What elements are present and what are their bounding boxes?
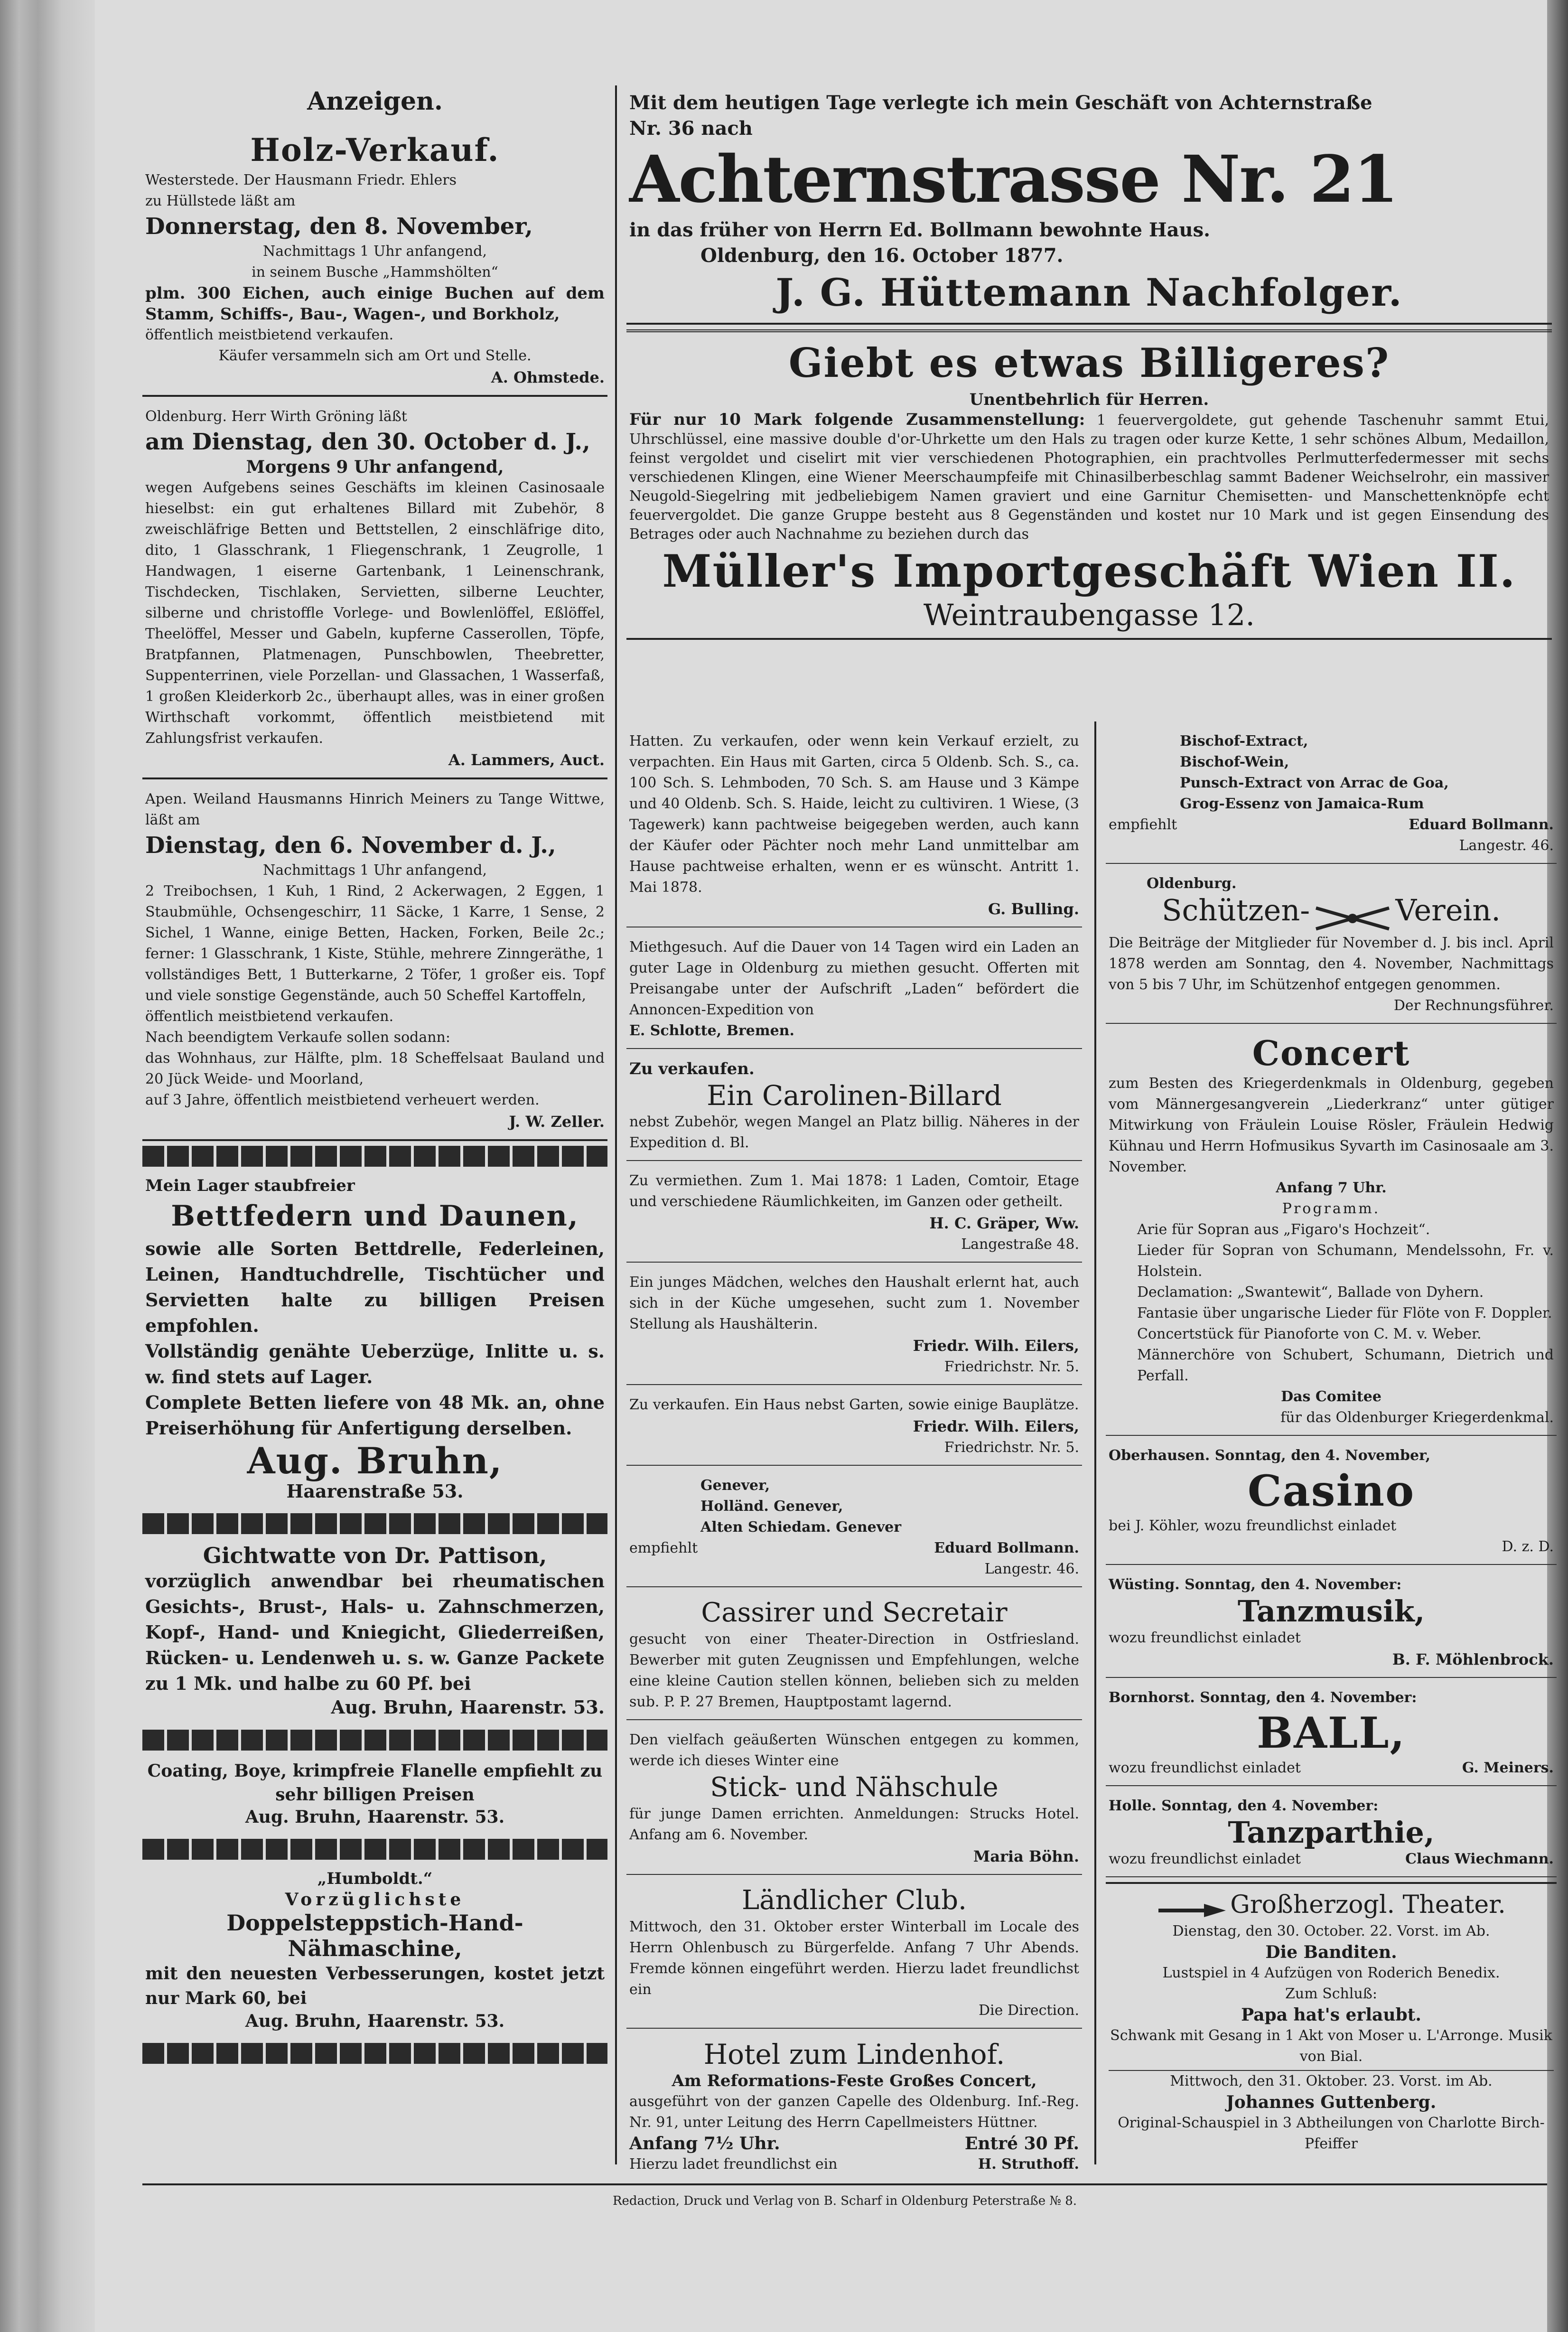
ad-signature: Eduard Bollmann. [934, 1540, 1079, 1556]
program-item: Männerchöre von Schubert, Schumann, Dietrich und Perfall. [1137, 1346, 1554, 1384]
play-title: Johannes Guttenberg. [1226, 2092, 1437, 2112]
ad-text: auf 3 Jahre, öffentlich meistbietend verheuert werden. [145, 1092, 540, 1108]
ad-signature: E. Schlotte, Bremen. [629, 1022, 794, 1039]
ad-nahschule [626, 1725, 1082, 1875]
ad-date: Donnerstag, den 8. November, [145, 213, 533, 240]
play-title: Die Banditen. [1265, 1942, 1397, 1962]
ad-cassirer [626, 1592, 1082, 1720]
ad-gichtwatte [142, 1538, 607, 1725]
ad-signature: G. Bulling. [988, 900, 1079, 918]
ad-coating [142, 1754, 607, 1834]
ad-text: wozu freundlichst einladet [1109, 1850, 1301, 1867]
ad-text: empfiehlt [629, 1540, 698, 1556]
ad-signature: Das Comitee [1281, 1388, 1381, 1405]
ad-title: Ein Carolinen-Billard [707, 1079, 1002, 1112]
ad-row [1109, 1758, 1554, 1779]
ad-theater [1106, 1882, 1557, 2162]
ad-body: Miethgesuch. Auf die Dauer von 14 Tagen wird ein Laden an guter Lage in Oldenburg zu miethen gesucht. Offerten mit Preisangabe unter der Aufschrift „Laden“ befördert die Annoncen-Expedition von [629, 939, 1079, 1018]
ad-body: wegen Aufgebens seines Geschäfts im kleinen Casinosaale hieselbst: ein gut erhaltenes Billard mit Zubehör, 8 zweischläfrige Betten und Bettstellen, 2 einschläfrige dito, dito, 1 Glasschrank, 1 Fliegenschrank, 1 Zeugrolle, 1 Handwagen, 1 eiserne Gartenbank, 1 Leinenschrank, Tischdecken, Tischlaken, Servietten, silberne Leuchter, silberne und christoffle Vorlege- und Bowlenlöffel, Eßlöffel, Theelöffel, Messer und Gabeln, kupferne Casserollen, Töpfe, Bratpfannen, Platmenagen, Punschbowlen, Theebretter, Suppenterrinen, viele Porzellan- und Glassachen, 1 Wasserfaß, 1 großen Kleiderkorb 2c., überhaupt alles, was in einer großen Wirthschaft vorkommt, öffentlich meistbietend mit Zahlungsfrist verkaufen. [145, 479, 605, 747]
ad-body: vorzüglich anwendbar bei rheumatischen Gesichts-, Brust-, Hals- u. Zahnschmerzen, Kopf-, Hand- und Kniegicht, Gliederreißen, Rücken- u. Lendenweh u. s. w. Ganze Packete zu 1 Mk. und halbe zu 60 Pf. bei [145, 1570, 605, 1694]
ad-signature: Friedr. Wilh. Eilers, [913, 1417, 1079, 1435]
ad-address: Friedrichstr. Nr. 5. [944, 1358, 1079, 1375]
ad-signature: J. G. Hüttemann Nachfolger. [775, 270, 1403, 315]
ad-text: Vorzüglichste [285, 1890, 465, 1910]
ad-row [1109, 1849, 1554, 1870]
ad-text: Apen. Weiland Hausmanns Hinrich Meiners zu Tange Wittwe, läßt am [145, 791, 605, 828]
ad-title: Tanzparthie, [1228, 1815, 1435, 1850]
ad-lead: Für nur 10 Mark folgende Zusammenstellung: [629, 410, 1085, 429]
ad-body: nebst Zubehör, wegen Mangel an Platz billig. Näheres in der Expedition d. Bl. [629, 1114, 1079, 1151]
ad-bettfedern [142, 1171, 607, 1508]
ad-text: Zu verkaufen. [629, 1059, 755, 1078]
ad-text: Punsch-Extract von Arrac de Goa, [1180, 775, 1449, 791]
ad-date: am Dienstag, den 30. October d. J., [145, 429, 590, 455]
ad-body: 2 Treibochsen, 1 Kuh, 1 Rind, 2 Ackerwagen, 2 Eggen, 1 Staubmühle, Ochsengeschirr, 11 Säcke, 1 Karre, 1 Sense, 2 Sichel, 1 Wanne, einige Betten, Hacken, Forken, Beile 2c.; ferner: 1 Glasschrank, 1 Kiste, Stühle, mehrere Zinngeräthe, 1 vollständiges Bett, 1 Butterkarne, 2 Töfer, 1 großer eis. Topf und viele sonstige Gegenstände, auch 50 Scheffel Kartoffeln, [145, 883, 605, 1004]
ad-title: BALL, [1257, 1707, 1406, 1758]
ad-text: Holländ. Genever, [700, 1498, 843, 1515]
ad-casino [1106, 1441, 1557, 1565]
ad-title: Ländlicher Club. [742, 1885, 967, 1916]
ad-text: Anfang 7½ Uhr. [629, 2134, 780, 2154]
ad-text: Westerstede. Der Hausmann Friedr. Ehlers [145, 172, 457, 188]
ad-text: in seinem Busche „Hammshölten“ [252, 264, 498, 281]
ad-text: Alten Schiedam. Genever [700, 1519, 902, 1536]
ad-body: Hatten. Zu verkaufen, oder wenn kein Verkauf erzielt, zu verpachten. Ein Haus mit Garten, circa 5 Oldenb. Sch. S., ca. 100 Sch. S. Lehmboden, 70 Sch. S. am Hause und 3 Kämpe und 40 Oldenb. Sch. S. Haide, leicht zu cultiviren. 1 Wiese, (3 Tagewerk) kann pachtweise beigegeben werden, auch kann der Käufer oder Pächter noch mehr Land unmittelbar am Hause pachtweise erhalten, wenn er es wünscht. Antritt 1. Mai 1878. [629, 733, 1079, 896]
ad-title: Tanzmusik, [1237, 1593, 1425, 1629]
ad-text: das Wohnhaus, zur Hälfte, plm. 18 Scheffelsaat Bauland und 20 Jück Weide- und Moorland, [145, 1050, 605, 1087]
pointing-hand-icon [1157, 1900, 1228, 1921]
ad-text: Nach beendigtem Verkaufe sollen sodann: [145, 1029, 450, 1046]
ad-ball [1106, 1683, 1557, 1786]
ad-title: Gichtwatte von Dr. Pattison, [203, 1543, 547, 1568]
ad-title: Giebt es etwas Billigeres? [788, 339, 1390, 386]
ad-body: Ein junges Mädchen, welches den Haushalt erlernt hat, auch sich in der Küche umgesehen, sucht zum 1. November Stellung als Haushälterin. [629, 1274, 1079, 1332]
ad-row [629, 1538, 1079, 1559]
section-header: Anzeigen. [307, 87, 443, 116]
ad-zu-vermiethen [626, 1166, 1082, 1263]
ad-body: für junge Damen errichten. Anmeldungen: Strucks Hotel. Anfang am 6. November. [629, 1806, 1079, 1843]
ad-text: Genever, [700, 1477, 770, 1494]
ad-text: Oldenburg. [1147, 875, 1237, 892]
ad-title: Schützen- [1162, 893, 1310, 927]
ad-text: Am Reformations-Feste Großes Concert, [672, 2071, 1037, 2090]
ad-signature: Aug. Bruhn, Haarenstr. 53. [331, 1696, 605, 1718]
ad-oldenburg-auction [142, 402, 607, 779]
ad-text: bei J. Köhler, wozu freundlichst einladet [1109, 1517, 1397, 1534]
ad-text: Anfang 7 Uhr. [1276, 1179, 1387, 1196]
program-item: Declamation: „Swantewit“, Ballade von Dyhern. [1137, 1283, 1484, 1301]
ad-body-text: 1 feuervergoldete, gut gehende Taschenuhr sammt Etui, Uhrschlüssel, eine massive double d'or-Uhrkette um den Hals zu tragen oder kurze Kette, 1 sehr schönes Album, Medaillon, feinst vergoldet und ciselirt mit vier verschiedenen Photographien, ein prachtvolles Perlmutterfedermesser mit sechs verschiedenen Klingen, eine Wiener Meerschaumpfeife mit Chinasilberbeschlag sammt Badener Weichselrohr, ein massiver Neugold-Siegelring mit jedbeliebigem Namen graviert und eine Garnitur Chemisetten- und Manschettenknöpfe echt feuervergoldet. Die ganze Gruppe besteht aus 8 Gegenständen und kostet nur 10 Mark und ist gegen Einsendung des Betrages oder auch Nachnahme zu beziehen durch das [629, 412, 1549, 543]
ornament-border [142, 1513, 607, 1534]
ad-text: Grog-Essenz von Jamaica-Rum [1180, 796, 1424, 812]
ad-text: Wüsting. Sonntag, den 4. November: [1109, 1576, 1402, 1593]
ad-signature: H. C. Gräper, Ww. [929, 1214, 1079, 1232]
ad-body: gesucht von einer Theater-Direction in Ostfriesland. Bewerber mit guten Zeugnissen und Empfehlungen, welche eine kleine Caution stellen können, belieben sich zu melden sub. P. P. 27 Bremen, Hauptpostamt lagernd. [629, 1631, 1079, 1710]
ad-humboldt [142, 1864, 607, 2038]
ad-title: Holz-Verkauf. [250, 131, 500, 169]
imprint-footer: Redaction, Druck und Verlag von B. Scharf in Oldenburg Peterstraße № 8. [142, 2183, 1547, 2208]
ad-title: Verein. [1395, 893, 1501, 927]
column-rule-1 [615, 85, 617, 2164]
ad-text: wozu freundlichst einladet [1109, 1629, 1301, 1646]
ad-text: Oldenburg. Herr Wirth Gröning läßt [145, 408, 407, 425]
ad-text: in das früher von Herrn Ed. Bollmann bewohnte Haus. [629, 219, 1211, 241]
ad-body: sowie alle Sorten Bettdrelle, Federleinen, Leinen, Handtuchdrelle, Tischtücher und Servietten halte zu billigen Preisen empfohlen. [145, 1238, 605, 1336]
ad-body: zum Besten des Kriegerdenkmals in Oldenburg, gegeben vom Männergesangverein „Liederkranz“ unter gütiger Mitwirkung von Fräulein Louise Rösler, Fräulein Hedwig Kühnau und Herrn Hofmusikus Syvarth im Casinosaale am 3. November. [1109, 1075, 1554, 1175]
ad-name: Müller's Importgeschäft Wien II. [662, 545, 1516, 598]
ad-text: empfiehlt [1109, 816, 1177, 833]
ad-title: Hotel zum Lindenhof. [703, 2038, 1005, 2070]
ad-text: Schwank mit Gesang in 1 Akt von Moser u. L'Arronge. Musik von Bial. [1110, 2027, 1552, 2065]
ad-address: Langestr. 46. [984, 1561, 1079, 1577]
ad-junges-maedchen [626, 1267, 1082, 1385]
ad-schuetzenverein [1106, 869, 1557, 1024]
ad-holz-verkauf [142, 125, 607, 397]
ad-subtitle: Unentbehrlich für Herren. [969, 390, 1209, 409]
ad-text: öffentlich meistbietend verkaufen. [145, 1008, 394, 1025]
ad-text: Mit dem heutigen Tage verlegte ich mein Geschäft von Achternstraße [629, 92, 1372, 114]
ad-text: Bischof-Extract, [1180, 733, 1308, 749]
ad-body: Zu verkaufen. Ein Haus nebst Garten, sowie einige Bauplätze. [629, 1396, 1079, 1413]
ad-signature: Eduard Bollmann. [1409, 816, 1554, 833]
ornament-border [142, 1839, 607, 1860]
ad-signature: A. Ohmstede. [491, 368, 605, 386]
ad-lindenhof [626, 2033, 1082, 2182]
ad-body: Coating, Boye, krimpfreie Flanelle empfiehlt zu sehr billigen Preisen [147, 1761, 603, 1805]
ad-body: Die Beiträge der Mitglieder für November d. J. bis incl. April 1878 werden am Sonntag, den 4. November, Nachmittags von 5 bis 7 Uhr, im Schützenhof entgegen genommen. [1109, 934, 1554, 993]
ornament-border [142, 2043, 607, 2064]
ad-text: Hierzu ladet freundlichst ein [629, 2156, 838, 2173]
ad-signature: H. Struthoff. [978, 2156, 1079, 2173]
ad-row [1109, 815, 1554, 835]
ad-signature: für das Oldenburger Kriegerdenkmal. [1280, 1409, 1554, 1426]
ad-signature: B. F. Möhlenbrock. [1392, 1650, 1554, 1668]
crossed-rifles-icon [1312, 904, 1393, 933]
ad-body: mit den neuesten Verbesserungen, kostet jetzt nur Mark 60, bei [145, 1964, 605, 2008]
ad-signature: Aug. Bruhn, Haarenstr. 53. [245, 2011, 505, 2031]
ad-text: wozu freundlichst einladet [1109, 1759, 1301, 1776]
ad-apen-auction [142, 784, 607, 1141]
ad-title-row [1109, 894, 1554, 933]
ad-text: öffentlich meistbietend verkaufen. [145, 327, 394, 343]
ad-body: Zu vermiethen. Zum 1. Mai 1878: 1 Laden, Comtoir, Etage und verschiedene Räumlichkeiten, im Ganzen oder getheilt. [629, 1172, 1079, 1210]
ad-text: Den vielfach geäußerten Wünschen entgegen zu kommen, werde ich dieses Winter eine [629, 1732, 1079, 1769]
ad-address: Haarenstraße 53. [286, 1480, 464, 1502]
ad-signature: Aug. Bruhn, Haarenstr. 53. [245, 1807, 505, 1827]
ad-achternstrasse [626, 85, 1552, 325]
ad-text: Mein Lager staubfreier [145, 1176, 355, 1195]
ad-time: Nachmittags 1 Uhr anfangend, [262, 862, 487, 879]
ad-text: Zum Schluß: [1285, 1985, 1377, 2002]
column-2-wide [626, 85, 1552, 645]
ad-haus-verkaufen [626, 1390, 1082, 1466]
program-item: Arie für Sopran aus „Figaro's Hochzeit“. [1137, 1221, 1430, 1238]
ad-address: Weintraubengasse 12. [923, 598, 1255, 632]
ornament-border [142, 1146, 607, 1167]
ad-title: Großherzogl. Theater. [1230, 1890, 1506, 1919]
ad-title: Bettfedern und Daunen, [171, 1199, 579, 1233]
column-3 [1106, 726, 1557, 2166]
ad-signature: Der Rechnungsführer. [1393, 997, 1554, 1014]
ad-title: Doppelsteppstich-Hand-Nähmaschine, [226, 1910, 523, 1961]
ad-signature: Die Direction. [978, 2002, 1079, 2019]
ad-text: Käufer versammeln sich am Ort und Stelle. [218, 347, 532, 364]
ad-title: Casino [1247, 1465, 1415, 1516]
ad-row [629, 2133, 1079, 2154]
ad-text: Lustspiel in 4 Aufzügen von Roderich Benedix. [1162, 1965, 1500, 1981]
play-title: Papa hat's erlaubt. [1241, 2005, 1421, 2025]
column-1 [142, 85, 607, 2068]
book-binding [0, 0, 95, 2332]
ad-signature: J. W. Zeller. [509, 1113, 605, 1131]
ad-signature: A. Lammers, Auct. [448, 751, 605, 769]
ad-title: Cassirer und Secretair [701, 1597, 1008, 1628]
ad-signature: G. Meiners. [1462, 1759, 1554, 1776]
ad-address: Langestr. 46. [1459, 837, 1554, 854]
ad-text: Bornhorst. Sonntag, den 4. November: [1109, 1689, 1417, 1706]
ad-body: Complete Betten liefere von 48 Mk. an, ohne Preiserhöhung für Anfertigung derselben. [145, 1392, 605, 1439]
ad-carolinen-billard [626, 1054, 1082, 1161]
ad-signature: Friedr. Wilh. Eilers, [913, 1337, 1079, 1355]
column-2 [626, 726, 1082, 2186]
ad-address: Langestraße 48. [961, 1236, 1079, 1253]
ad-text: Nachmittags 1 Uhr anfangend, [262, 243, 487, 260]
ad-body: Mittwoch, den 31. Oktober erster Winterball im Locale des Herrn Ohlenbusch zu Bürgerfelde. Anfang 7 Uhr Abends. Fremde können eingeführt werden. Hierzu ladet freundlichst ein [629, 1919, 1079, 1998]
ad-text: Original-Schauspiel in 3 Abtheilungen von Charlotte Birch-Pfeiffer [1118, 2115, 1545, 2152]
ad-text: Holle. Sonntag, den 4. November: [1109, 1797, 1379, 1814]
ad-billigeres [626, 329, 1552, 640]
ad-tanzparthie [1106, 1791, 1557, 1877]
ad-title-row [1109, 1889, 1554, 1921]
ad-text: Bischof-Wein, [1180, 754, 1289, 770]
program-item: Lieder für Sopran von Schumann, Mendelssohn, Fr. v. Holstein. [1137, 1242, 1554, 1280]
ad-body [629, 410, 1549, 544]
ad-laendlicher-club [626, 1880, 1082, 2029]
ad-address: Friedrichstr. Nr. 5. [944, 1439, 1079, 1456]
ad-genever [626, 1470, 1082, 1587]
ad-hatten [626, 726, 1082, 927]
program-item: Concertstück für Pianoforte von C. M. v. Weber. [1137, 1325, 1482, 1342]
ad-bischof [1106, 726, 1557, 864]
ad-text: Entré 30 Pf. [964, 2134, 1079, 2154]
ad-signature: Claus Wiechmann. [1405, 1850, 1554, 1867]
ad-text: Oldenburg, den 16. October 1877. [700, 244, 1064, 267]
ad-row [629, 2154, 1079, 2175]
ad-text-bold: plm. 300 Eichen, auch einige Buchen auf dem Stamm, Schiffs-, Bau-, Wagen-, und Borkholz, [145, 284, 605, 324]
ad-title: Stick- und Nähschule [710, 1772, 999, 1803]
ad-time: Morgens 9 Uhr anfangend, [246, 457, 504, 477]
ad-miethgesuch [626, 932, 1082, 1049]
column-rule-2 [1094, 721, 1096, 2164]
ad-tanzmusik [1106, 1570, 1557, 1678]
ad-text: Nr. 36 nach [629, 117, 753, 140]
ad-title: Achternstrasse Nr. 21 [629, 141, 1398, 217]
ad-text: Oberhausen. Sonntag, den 4. November, [1109, 1447, 1431, 1464]
ad-text: Mittwoch, den 31. Oktober. 23. Vorst. im Ab. [1109, 2070, 1554, 2092]
ad-text: Dienstag, den 30. October. 22. Vorst. im Ab. [1172, 1923, 1490, 1939]
program-item: Fantasie über ungarische Lieder für Flöte von F. Doppler. [1137, 1304, 1552, 1321]
ornament-border [142, 1730, 607, 1751]
ad-text: zu Hüllstede läßt am [145, 193, 296, 209]
ad-title: Concert [1252, 1032, 1410, 1073]
ad-concert [1106, 1029, 1557, 1436]
ad-signature: Maria Böhn. [973, 1847, 1079, 1865]
ad-signature: D. z. D. [1502, 1538, 1554, 1555]
ad-text: „Humboldt.“ [317, 1869, 433, 1888]
ad-name: Aug. Bruhn, [247, 1440, 503, 1482]
ad-body: Vollständig genähte Ueberzüge, Inlitte u. s. w. find stets auf Lager. [145, 1340, 605, 1387]
ad-body: ausgeführt von der ganzen Capelle des Oldenburg. Inf.-Reg. Nr. 91, unter Leitung des Herrn Capellmeisters Hüttner. [629, 2093, 1079, 2131]
ad-date: Dienstag, den 6. November d. J., [145, 832, 556, 859]
ad-text: Programm. [1282, 1200, 1381, 1217]
